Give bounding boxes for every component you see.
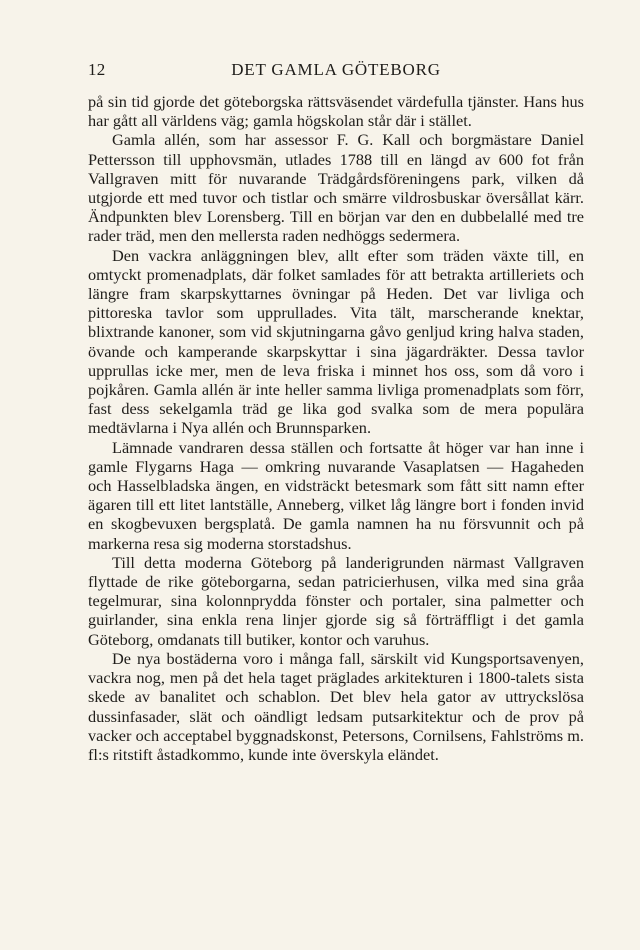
paragraph: Den vackra anläggningen blev, allt efter som träden växte till, en omtyckt promenadplats, där folket samlades för att betrakta artilleriets och längre fram skarpskyttarnes övningar på Heden. Det var livliga och pittoreska tavlor som upprullades. Vita tält, marscherande knektar, blixtrande kanoner, som vid skjutningarna gåvo genljud kring halva staden, övande och kamperande skarpskyttar i sina jägardräkter. Dessa tavlor upprullas icke mer, men de leva friska i minnet hos oss, som då voro i pojkåren. Gamla allén är inte heller samma livliga promenadplats som förr, fast dess sekelgamla träd ge lika god svalka som de mera populära medtävlarna i Nya allén och Brunnsparken. bbox=[88, 245, 584, 438]
book-page bbox=[88, 60, 584, 764]
running-title: DET GAMLA GÖTEBORG bbox=[231, 60, 441, 79]
paragraph: De nya bostäderna voro i många fall, särskilt vid Kungsportsavenyen, vackra nog, men på det hela taget präglades arkitekturen i 1800-talets sista skede av banalitet och schablon. Det blev hela gator av uttryckslösa dussinfasader, slät och oändligt ledsam putsarkitektur och de prov på vacker och acceptabel byggnadskonst, Petersons, Cornilsens, Fahlströms m. fl:s ritstift åstadkommo, kunde inte överskyla eländet. bbox=[88, 648, 584, 764]
paragraph: Gamla allén, som har assessor F. G. Kall och borgmästare Daniel Pettersson till upphovsmän, utlades 1788 till en längd av 600 fot från Vallgraven mitt för nuvarande Trädgårdsföreningens park, vilken då utgjorde ett med tuvor och tistlar och smärre vildrosbuskar översållat kärr. Ändpunkten blev Lorensberg. Till en början var den en dubbelallé med tre rader träd, men den mellersta raden nedhöggs sedermera. bbox=[88, 130, 584, 246]
paragraph: på sin tid gjorde det göteborgska rättsväsendet värdefulla tjänster. Hans hus har gått all världens väg; gamla högskolan står där i stället. bbox=[88, 92, 584, 131]
paragraph: Till detta moderna Göteborg på landerigrunden närmast Vallgraven flyttade de rike göteborgarna, sedan patricierhusen, vilka med sina gråa tegelmurar, sina kolonnprydda fönster och portaler, sina palmetter och guirlander, sina enkla rena linjer gjorde sig så förträffligt i det gamla Göteborg, omdanats till butiker, kontor och varuhus. bbox=[88, 552, 584, 649]
body-text bbox=[88, 92, 584, 764]
paragraph: Lämnade vandraren dessa ställen och fortsatte åt höger var han inne i gamle Flygarns Haga — omkring nuvarande Vasaplatsen — Hagaheden och Hasselbladska ängen, en vidsträckt betesmark som fått sitt namn efter ägaren till ett litet lantställe, Anneberg, vilket låg längre bort i fonden invid en skogbevuxen bergsplatå. De gamla namnen ha nu försvunnit och på markerna resa sig moderna storstadshus. bbox=[88, 437, 584, 553]
page-header bbox=[88, 60, 584, 88]
page-number: 12 bbox=[88, 60, 106, 79]
